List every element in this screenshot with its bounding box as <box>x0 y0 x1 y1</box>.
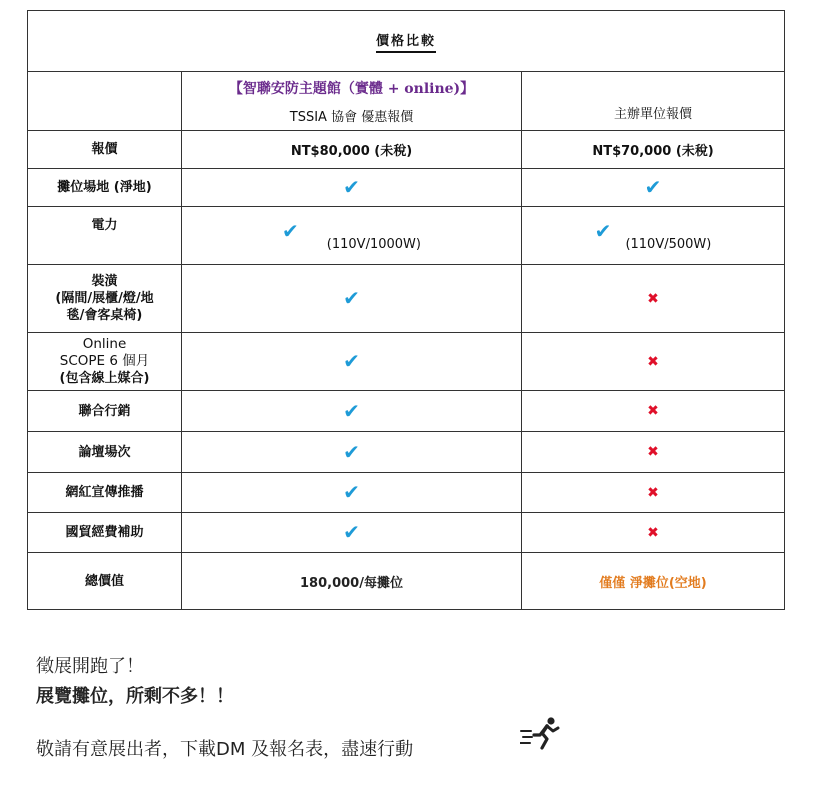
check-icon: ✔ <box>343 349 360 373</box>
organizer-cell <box>522 207 785 265</box>
check-icon: ✔ <box>343 175 360 199</box>
note-booths-limited: 展覽攤位，所剩不多！！ <box>36 686 234 707</box>
organizer-cell <box>522 473 785 513</box>
organizer-price: NT$70,000 (未稅) <box>522 131 785 169</box>
row-label-line: (隔間/展櫃/燈/地 <box>55 291 154 306</box>
cross-icon: ✖ <box>647 353 659 370</box>
row-label: 聯合行銷 <box>28 391 182 432</box>
price-comparison-table <box>27 10 785 610</box>
row-label <box>28 333 182 391</box>
row-label: 論壇場次 <box>28 432 182 473</box>
tssia-cell <box>182 169 522 207</box>
row-label-line: (包含線上媒合) <box>59 371 150 386</box>
cross-icon: ✖ <box>647 444 659 460</box>
row-label: 總價值 <box>28 553 182 610</box>
tssia-cell <box>182 391 522 432</box>
row-label: 網紅宣傳推播 <box>28 473 182 513</box>
table-row <box>28 131 785 169</box>
tssia-price: NT$80,000 (未稅) <box>182 131 522 169</box>
tssia-cell <box>182 473 522 513</box>
table-title-cell <box>28 11 785 72</box>
organizer-cell <box>522 265 785 333</box>
header-row <box>28 72 785 131</box>
table-row <box>28 169 785 207</box>
organizer-power-spec: (110V/500W) <box>625 237 712 252</box>
cross-icon: ✖ <box>647 524 659 541</box>
cross-icon: ✖ <box>647 403 659 419</box>
tssia-power-spec: (110V/1000W) <box>326 237 421 252</box>
row-label-line: 毯/會客桌椅) <box>66 308 143 323</box>
check-icon: ✔ <box>644 175 662 199</box>
tssia-cell <box>182 432 522 473</box>
organizer-total: 僅僅 淨攤位(空地) <box>522 553 785 610</box>
check-icon: ✔ <box>594 219 612 243</box>
row-label <box>28 265 182 333</box>
tssia-cell <box>182 265 522 333</box>
organizer-cell <box>522 513 785 553</box>
table-row <box>28 265 785 333</box>
header-empty-cell <box>28 72 182 131</box>
row-label: 報價 <box>28 131 182 169</box>
tssia-cell <box>182 333 522 391</box>
pavilion-name: 【智聯安防主題館（實體 + online)】 <box>228 80 475 97</box>
organizer-cell <box>522 391 785 432</box>
check-icon: ✔ <box>282 219 299 243</box>
check-icon: ✔ <box>343 439 360 464</box>
table-row <box>28 333 785 391</box>
table-row <box>28 513 785 553</box>
table-row <box>28 391 785 432</box>
check-icon: ✔ <box>343 480 360 504</box>
note-exhibition-open: 徵展開跑了！ <box>36 656 144 677</box>
row-label: 電力 <box>28 207 182 265</box>
tssia-cell <box>182 207 522 265</box>
header-organizer-cell <box>522 72 785 131</box>
table-row <box>28 207 785 265</box>
running-person-icon <box>520 716 560 750</box>
header-tssia-cell <box>182 72 522 131</box>
cross-icon: ✖ <box>647 484 659 501</box>
row-label-line: 裝潢 <box>91 274 118 289</box>
row-label: 攤位場地 (淨地) <box>28 169 182 207</box>
table-row <box>28 432 785 473</box>
row-label-line: Online <box>82 336 127 352</box>
table-row <box>28 473 785 513</box>
row-label: 國貿經費補助 <box>28 513 182 553</box>
organizer-header-label: 主辦單位報價 <box>614 106 693 122</box>
organizer-cell <box>522 432 785 473</box>
organizer-cell <box>522 169 785 207</box>
table-title: 價格比較 <box>376 30 436 53</box>
note-call-to-action: 敬請有意展出者，下載DM 及報名表，盡速行動 <box>36 739 414 760</box>
table-row-total <box>28 553 785 610</box>
tssia-cell <box>182 513 522 553</box>
tssia-header-label: TSSIA 協會 優惠報價 <box>289 109 414 125</box>
organizer-cell <box>522 333 785 391</box>
row-label-line: SCOPE 6 個月 <box>59 353 150 369</box>
check-icon: ✔ <box>343 398 360 423</box>
cross-icon: ✖ <box>647 290 659 307</box>
check-icon: ✔ <box>343 286 360 310</box>
tssia-total: 180,000/每攤位 <box>182 553 522 610</box>
check-icon: ✔ <box>343 520 360 544</box>
